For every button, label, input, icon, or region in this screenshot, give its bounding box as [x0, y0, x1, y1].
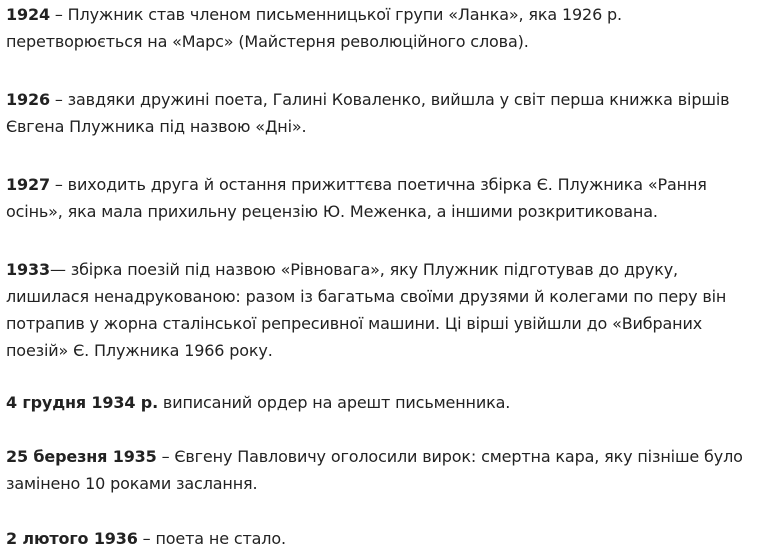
entry-date: 2 лютого 1936: [6, 529, 138, 548]
timeline-entry-1933: [6, 256, 760, 364]
timeline-entry-1936: [6, 525, 760, 552]
entry-text: – завдяки дружині поета, Галині Коваленко, вийшла у світ перша книжка віршів Євгена Плужника під назвою «Дні».: [6, 90, 730, 136]
entry-text: виписаний ордер на арешт письменника.: [158, 393, 511, 412]
entry-text: – поета не стало.: [137, 529, 286, 548]
entry-date: 1927: [6, 175, 50, 194]
entry-date: 4 грудня 1934 р.: [6, 393, 158, 412]
entry-text: – Євгену Павловичу оголосили вирок: смертна кара, яку пізніше було замінено 10 роками заслання.: [6, 447, 743, 493]
entry-text: — збірка поезій під назвою «Рівновага», яку Плужник підготував до друку, лишилася ненадрукованою: разом із багатьма своїми друзями й колегами по перу він потрапив у жорна сталінської репресивної машини. Ці вірші увійшли до «Вибраних поезій» Є. Плужника 1966 року.: [6, 260, 727, 360]
entry-date: 1933: [6, 260, 50, 279]
entry-text: – Плужник став членом письменницької групи «Ланка», яка 1926 р. перетворюється на «Марс» (Майстерня революційного слова).: [6, 5, 622, 51]
entry-date: 1926: [6, 90, 50, 109]
timeline-entry-1927: [6, 171, 760, 225]
timeline-entry-1935: [6, 443, 760, 497]
entry-date: 1924: [6, 5, 50, 24]
entry-date: 25 березня 1935: [6, 447, 157, 466]
timeline-entry-1924: [6, 1, 760, 55]
timeline-entry-1926: [6, 86, 760, 140]
timeline-entry-1934: [6, 389, 760, 416]
entry-text: – виходить друга й остання прижиттєва поетична збірка Є. Плужника «Рання осінь», яка мала прихильну рецензію Ю. Меженка, а іншими розкритикована.: [6, 175, 707, 221]
